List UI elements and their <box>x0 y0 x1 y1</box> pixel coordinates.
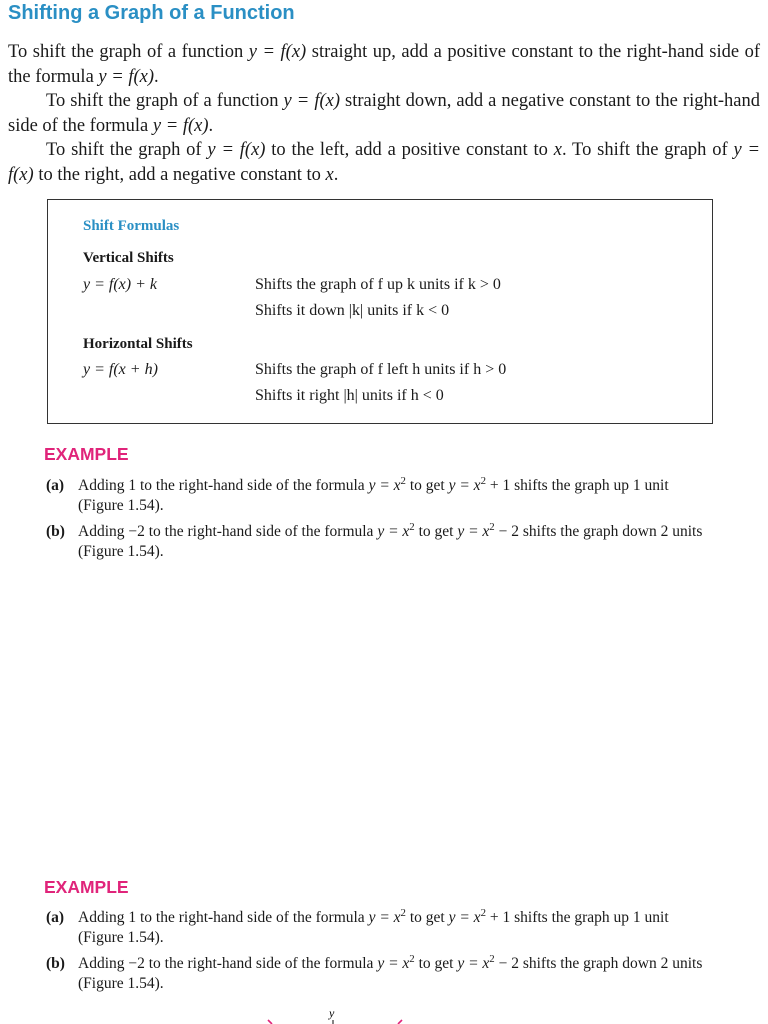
box-title: Shift Formulas <box>83 218 180 234</box>
horizontal-shift-left-desc: Shifts the graph of f left h units if h > 0 <box>255 361 507 378</box>
intro-paragraph-up: To shift the graph of a function y = f(x) straight up, add a positive constant to the right-hand side of the formula y = f(x). <box>8 42 760 87</box>
example-item-b: (b) Adding −2 to the right-hand side of the formula $y = x^2$ to get $y = x^2 - 2$ shifts the graph down 2 units (Figure 1.54). <box>46 952 703 992</box>
example-label: EXAMPLE <box>44 444 129 464</box>
example-item-a: (a) Adding 1 to the right-hand side of the formula $y = x^2$ to get $y = x^2 + 1$ shifts the graph up 1 unit (Figure 1.54). <box>46 474 669 514</box>
figure-fragment <box>0 1004 768 1024</box>
horizontal-shift-formula: y = f(x + h) <box>83 361 158 378</box>
example-marker: (b) <box>46 523 65 540</box>
figure-curve-left <box>268 1020 272 1024</box>
example-list <box>46 908 706 1000</box>
example-item-a: (a) Adding 1 to the right-hand side of the formula $y = x^2$ to get $y = x^2 + 1$ shifts the graph up 1 unit (Figure 1.54). <box>46 906 669 946</box>
vertical-shift-formula: y = f(x) + k <box>83 276 157 293</box>
vertical-shift-up-desc: Shifts the graph of f up k units if k > 0 <box>255 276 501 293</box>
example-list <box>46 476 706 568</box>
horizontal-shift-right-desc: Shifts it right |h| units if h < 0 <box>255 387 444 404</box>
shift-formulas-box <box>47 199 713 424</box>
horizontal-shifts-heading: Horizontal Shifts <box>83 336 193 352</box>
vertical-shifts-heading: Vertical Shifts <box>83 250 174 266</box>
vertical-shift-down-desc: Shifts it down |k| units if k < 0 <box>255 302 450 319</box>
intro-text <box>8 40 760 187</box>
example-marker: (a) <box>46 477 65 494</box>
example-item-b: (b) Adding −2 to the right-hand side of the formula $y = x^2$ to get $y = x^2 - 2$ shifts the graph down 2 units (Figure 1.54). <box>46 520 703 560</box>
intro-paragraph-down: To shift the graph of a function y = f(x) straight down, add a negative constant to the right-hand side of the formula y = f(x). <box>8 91 760 136</box>
example-marker: (b) <box>46 955 65 972</box>
figure-curve-right <box>398 1020 402 1024</box>
example-marker: (a) <box>46 909 65 926</box>
intro-paragraph-horizontal: To shift the graph of y = f(x) to the left, add a positive constant to x. To shift the graph of y = f(x) to the right, add a negative constant to x. <box>8 140 761 185</box>
section-title: Shifting a Graph of a Function <box>8 2 295 24</box>
example-label: EXAMPLE <box>44 877 129 897</box>
figure-axis-label: y <box>329 1006 335 1020</box>
